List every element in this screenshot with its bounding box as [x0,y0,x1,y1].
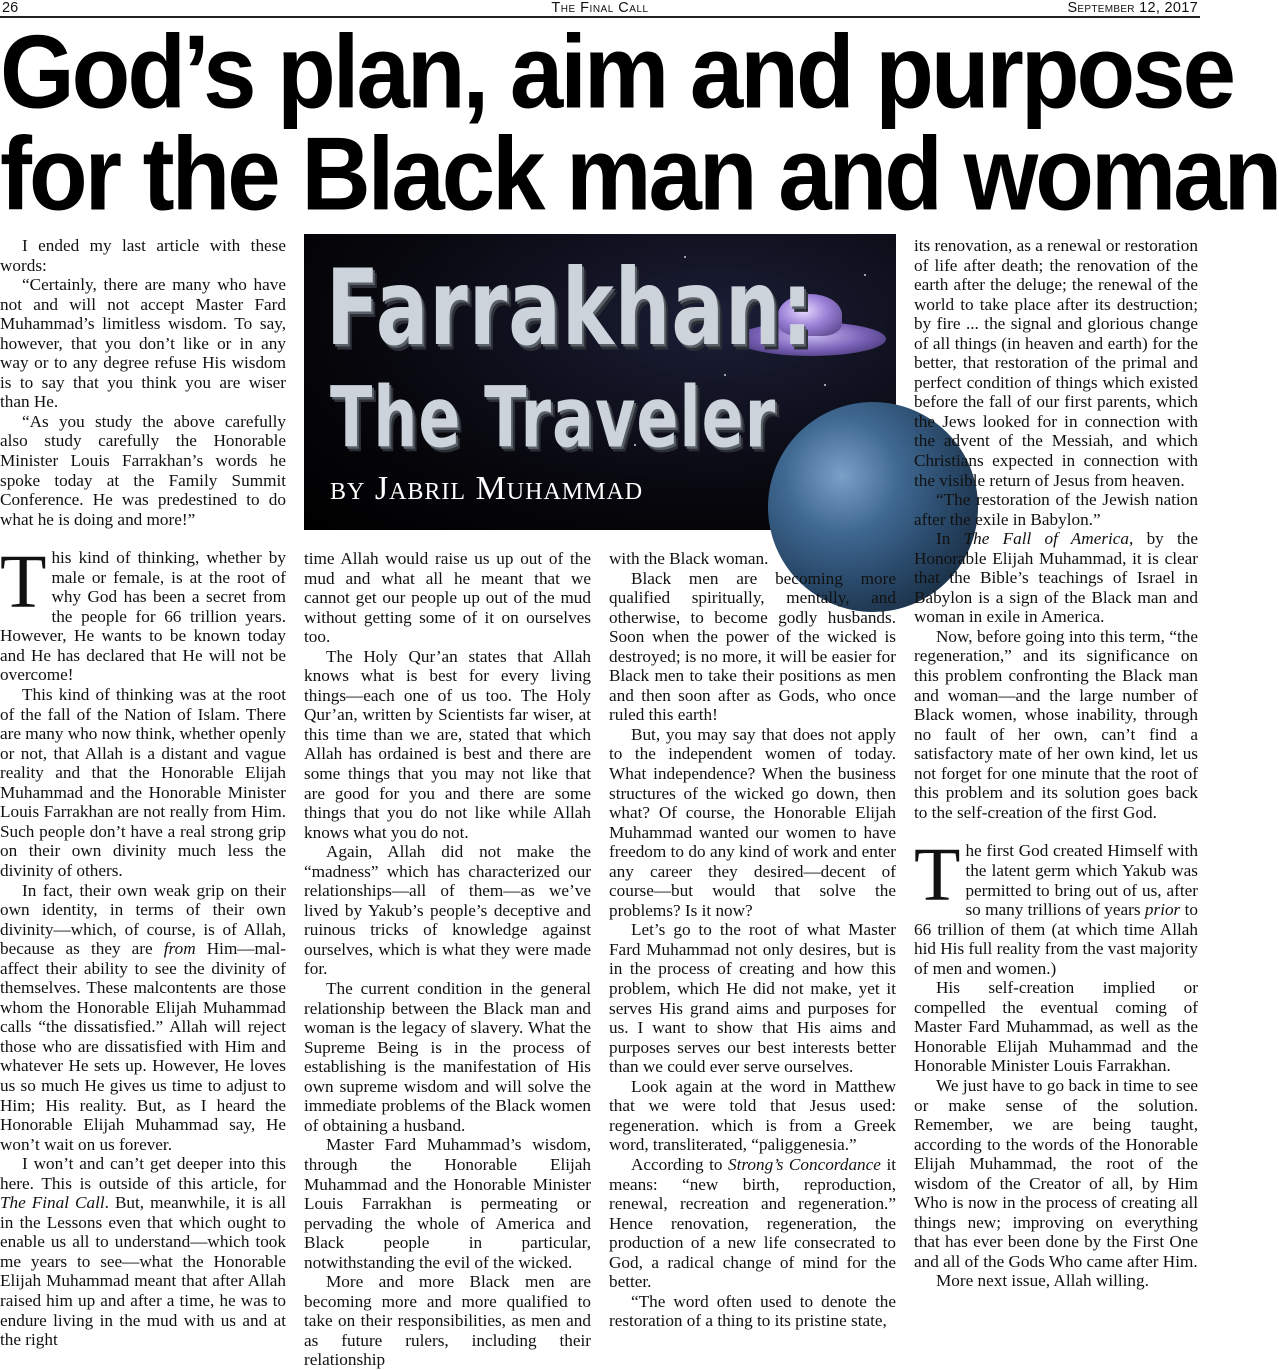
paragraph: Black men are becoming more qualified spiritually, mentally, and otherwise, to become godly husbands. Soon when the power of the wicked is destroyed; is no more, it will be easier for Black men to take their positions as men and then soon after as Gods, who once ruled this earth! [609,568,896,725]
text-run: . But, meanwhile, it is all in the Lessons even that which ought to enable us all to understand—which took me years to see—what the Honorable Elijah Muhammad meant that after Allah raised him up and after a time, he was to endure living in the mud with us and at the right [0,1193,286,1350]
issue-date: September 12, 2017 [1067,0,1198,16]
emphasis: Strong’s Concordance [728,1154,881,1174]
emphasis: from [163,939,196,959]
banner-title-line-1: Farrakhan: [326,248,814,370]
star [824,384,826,386]
paragraph: “The restoration of the Jewish nation after the exile in Babylon.” [914,490,1198,529]
text-run: it means: “new birth, reproduction, renewal, recreation and regeneration.” Hence renovation, regeneration, the production of a new life consecrated to God, a radical change of mind for the better. [609,1154,897,1292]
text-run: According to [631,1154,723,1174]
text-run: I won’t and can’t get deeper into this here. This is outside of this article, for [0,1154,286,1193]
paragraph: This kind of thinking was at the root of the fall of the Nation of Islam. There are many who now think, whether openly or not, that Allah is a distant and vague reality and that the Honorable Elijah Muhammad and the Honorable Minister Louis Farrakhan are not really from Him. Such people don’t have a real strong grip on their own divinity much less the divinity of others. [0,685,286,880]
paragraph [609,1155,896,1292]
paragraph: Now, before going into this term, “the regeneration,” and its significance on this problem confronting the Black man and woman—and the large number of Black women, whose inability, through no fault of her own, can’t find a satisfactory mate of her own kind, let us not forget for one minute that the root of this problem and its solution goes back to the self-creation of the first God. [914,626,1198,822]
emphasis: The Final Call [0,1193,105,1213]
paragraph [0,881,286,1155]
publication-name: The Final Call [551,0,649,16]
paragraph: Again, Allah did not make the “madness” which has characterized our relationships—all of them—as we’ve lived by Yakub’s people’s deceptive and ruinous tricks of knowledge against ourselves, which is what they were made for. [304,842,591,979]
text-run: In [936,529,951,549]
paragraph: Let’s go to the root of what Master Fard Muhammad not only desires, but is in the process of creating and how this problem, which He did not make, yet it serves His grand aims and purposes for us. I want to show that His aims and purposes serves our best interests better than we could ever serve ourselves. [609,920,896,1077]
text-run: to 66 trillion of them (at which time Allah hid His full reality from the vast majority of men and women.) [914,900,1199,978]
drop-cap: T [0,540,47,625]
paragraph [914,529,1198,627]
paragraph: with the Black woman. [609,549,769,568]
paragraph: I ended my last article with these words: [0,236,286,275]
column-banner-image [304,234,896,530]
banner-byline: by Jabril Muhammad [330,470,644,507]
paragraph: The Holy Qur’an states that Allah knows what is best for every living things—each one of us too. The Holy Qur’an, written by Scientists far wiser, at this time than we are, stated that which Allah has ordained is best and there are some things that you may not like that are good for you and there are some things that you do not like while Allah knows what you do not. [304,646,591,842]
text-run: Him—mal-affect their ability to see the divinity of themselves. These malcontents are those whom the Honorable Elijah Muhammad calls “the dissatisfied.” Allah will reject those who are dissatisfied with Him and whatever He sets up. However, He loves us so much He gives us time to adjust to Him; His reality. But, as I heard the Honorable Elijah Muhammad say, He won’t wait on us forever. [0,939,286,1154]
emphasis: prior [1144,900,1181,920]
paragraph: But, you may say that does not apply to the independent women of today. What independence? When the business structures of the wicked go down, then what? Of course, the Honorable Elijah Muhammad wanted our women to have freedom to do any kind of work and enter any career they desired—decent of course—but would that solve the problems? Is it now? [609,724,896,920]
paragraph: time Allah would raise us up out of the mud and what all he meant that we cannot get our people up out of the mud without getting some of it on ourselves too. [304,549,591,647]
paragraph-dropcap [914,833,1199,978]
headline-line-2: for the Black man and woman [0,116,1279,233]
paragraph: More next issue, Allah willing. [936,1271,1149,1291]
star [864,274,866,276]
paragraph: Master Fard Muhammad’s wisdom, through the Honorable Elijah Muhammad and the Honorable Minister Louis Farrakhan is permeating or pervading the whole of America and Black people in particular, notwithstanding the evil of the wicked. [304,1135,591,1272]
drop-cap: T [914,833,961,918]
paragraph: More and more Black men are becoming more and more qualified to take on their responsibilities, as men and as future rulers, including their relationship [304,1272,591,1370]
paragraph: “As you study the above carefully also study carefully the Honorable Minister Louis Farrakhan’s words he spoke today at the Family Summit Conference. He was predestined to do what he is doing and more!” [0,411,286,529]
text-run: he first God created Himself with the latent germ which Yakub was permitted to bring out of us, after so many trillions of years [965,841,1198,920]
paragraph-dropcap [0,540,286,685]
article-column-1 [0,236,286,1350]
headline-line-1: God’s plan, aim and purpose [0,14,1233,131]
paragraph: Look again at the word in Matthew that we were told that Jesus used: regeneration. which is from a Greek word, transliterated, “paliggenesia.” [609,1076,896,1155]
emphasis: The Fall of America [963,529,1130,549]
headline [0,14,1279,233]
article-column-3 [609,549,896,1331]
page-number: 26 [2,0,19,16]
text-run: , by the Honorable Elijah Muhammad, it is clear that the Bible’s teachings of Israel in Babylon is a sign of the Black man and woman in exile in America. [914,529,1199,627]
paragraph: its renovation, as a renewal or restoration of life after death; the renovation of the earth after the deluge; the renewal of the world to take place after its destruction; by fire ... the signal and glorious change of all things (in heaven and earth) for the better, that restoration of the primal and perfect condition of things which existed before the fall of our first parents, which the Jews looked for in connection with the advent of the Messiah, and which Christians expected in connection with the visible return of Jesus from heaven. [914,236,1198,490]
article-column-2 [304,549,591,1370]
text-run: In fact, their own weak grip on their own identity, in terms of their own divinity—which, of course, is of Allah, because as they are [0,880,286,959]
paragraph-text: his kind of thinking, whether by male or female, is at the root of why God has been a secret from the people for 66 trillion years. However, He wants to be known today and He has declared that He will not be overcome! [0,548,286,685]
paragraph: We just have to go back in time to see or make sense of the solution. Remember, we are being taught, according to the words of the Honorable Elijah Muhammad, the root of the wisdom of the Creator of all, by Him Who is now in the process of creating all things new; improving on everything that has ever been done by the First One and all of the Gods Who came after Him. [914,1075,1198,1271]
paragraph: His self-creation implied or compelled the eventual coming of Master Fard Muhammad, as well as the Honorable Elijah Muhammad and the Honorable Minister Louis Farrakhan. [914,978,1198,1076]
paragraph [0,1154,286,1349]
paragraph: The current condition in the general relationship between the Black man and woman is the legacy of slavery. What the Supreme Being is in the process of establishing is the manifestation of His own supreme wisdom and will solve the immediate problems of the Black women of obtaining a husband. [304,979,591,1135]
paragraph: “Certainly, there are many who have not and will not accept Master Fard Muhammad’s limitless wisdom. To say, however, that you don’t like or in any way or to any degree refuse His wisdom is to say that you think you are wiser than He. [0,275,286,412]
paragraph: “The word often used to denote the restoration of a thing to its pristine state, [609,1291,896,1331]
banner-title-line-2: The Traveler [330,368,777,467]
article-column-4 [914,236,1198,1291]
